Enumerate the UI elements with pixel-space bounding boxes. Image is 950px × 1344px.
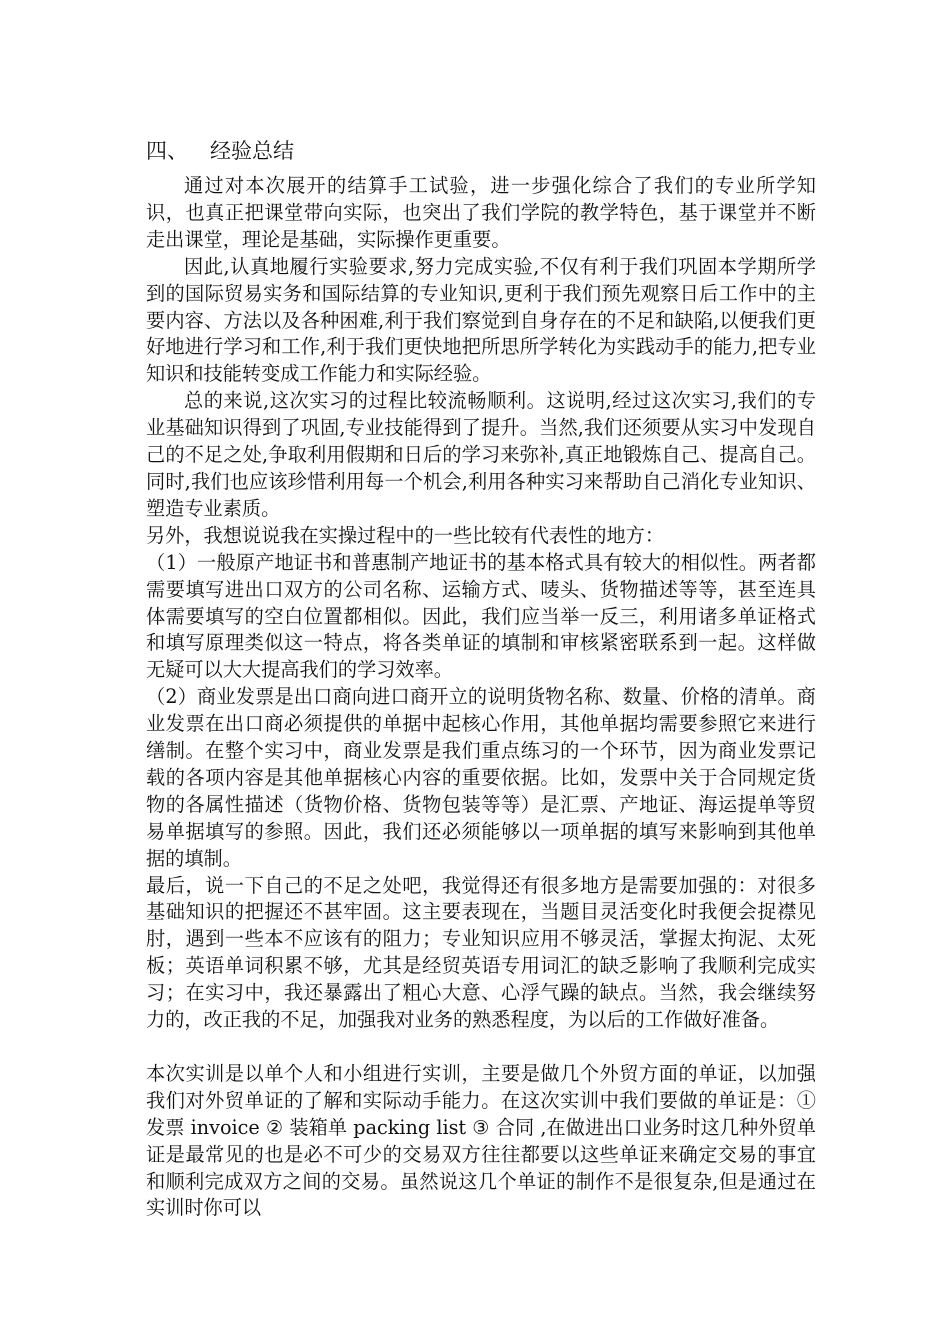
- paragraph-shortcomings: 最后，说一下自己的不足之处吧，我觉得还有很多地方是需要加强的：对很多基础知识的把握还不甚牢固。这主要表现在，当题目灵活变化时我便会捉襟见肘，遇到一些本不应该有的阻力；专业知识应用不够灵活，掌握太拘泥、太死板；英语单词积累不够，尤其是经贸英语专用词汇的缺乏影响了我顺利完成实习；在实习中，我还暴露出了粗心大意、心浮气躁的缺点。当然，我会继续努力的，改正我的不足，加强我对业务的熟悉程度，为以后的工作做好准备。: [146, 873, 816, 1032]
- paragraph-summary: 总的来说,这次实习的过程比较流畅顺利。这说明,经过这次实习,我们的专业基础知识得到了巩固,专业技能得到了提升。当然,我们还须要从实习中发现自己的不足之处,争取利用假期和日后的学习来弥补,真正地锻炼自己、提高自己。同时,我们也应该珍惜利用每一个机会,利用各种实习来帮助自己消化专业知识、塑造专业素质。: [146, 389, 816, 520]
- paragraph-point-1: （1）一般原产地证书和普惠制产地证书的基本格式具有较大的相似性。两者都需要填写进出口双方的公司名称、运输方式、唛头、货物描述等等，甚至连具体需要填写的空白位置都相似。因此，我们应当举一反三，利用诸多单证格式和填写原理类似这一特点，将各类单证的填制和审核紧密联系到一起。这样做无疑可以大大提高我们的学习效率。: [146, 550, 816, 682]
- section-heading: [146, 136, 294, 166]
- section-number: 四、: [146, 139, 188, 163]
- document-body: [146, 173, 816, 1222]
- paragraph-intro: 通过对本次展开的结算手工试验，进一步强化综合了我们的专业所学知识，也真正把课堂带向实际，也突出了我们学院的教学特色，基于课堂并不断走出课堂，理论是基础，实际操作更重要。: [146, 174, 816, 251]
- section-title: 经验总结: [210, 139, 294, 163]
- paragraph-therefore: 因此,认真地履行实验要求,努力完成实验,不仅有利于我们巩固本学期所学到的国际贸易实务和国际结算的专业知识,更利于我们预先观察日后工作中的主要内容、方法以及各种困难,利于我们察觉到自身存在的不足和缺陷,以便我们更好地进行学习和工作,利于我们更快地把所思所学转化为实践动手的能力,把专业知识和技能转变成工作能力和实际经验。: [146, 254, 816, 386]
- paragraph-training: 本次实训是以单个人和小组进行实训，主要是做几个外贸方面的单证，以加强我们对外贸单证的了解和实际动手能力。在这次实训中我们要做的单证是：①发票 invoice ② 装箱单 packing list ③ 合同 ,在做进出口业务时这几种外贸单证是最常见的也是必不可少的交易双方往往都要以这些单证来确定交易的事宜和顺利完成双方之间的交易。虽然说这几个单证的制作不是很复杂,但是通过在实训时你可以: [146, 1061, 816, 1220]
- paragraph-additionally: 另外，我想说说我在实操过程中的一些比较有代表性的地方：: [146, 523, 665, 547]
- paragraph-point-2: （2）商业发票是出口商向进口商开立的说明货物名称、数量、价格的清单。商业发票在出口商必须提供的单据中起核心作用，其他单据均需要参照它来进行缮制。在整个实习中，商业发票是我们重点练习的一个环节，因为商业发票记载的各项内容是其他单据核心内容的重要依据。比如，发票中关于合同规定货物的各属性描述（货物价格、货物包装等等）是汇票、产地证、海运提单等贸易单据填写的参照。因此，我们还必须能够以一项单据的填写来影响到其他单据的填制。: [146, 685, 816, 870]
- paragraph-spacer: [146, 1034, 816, 1061]
